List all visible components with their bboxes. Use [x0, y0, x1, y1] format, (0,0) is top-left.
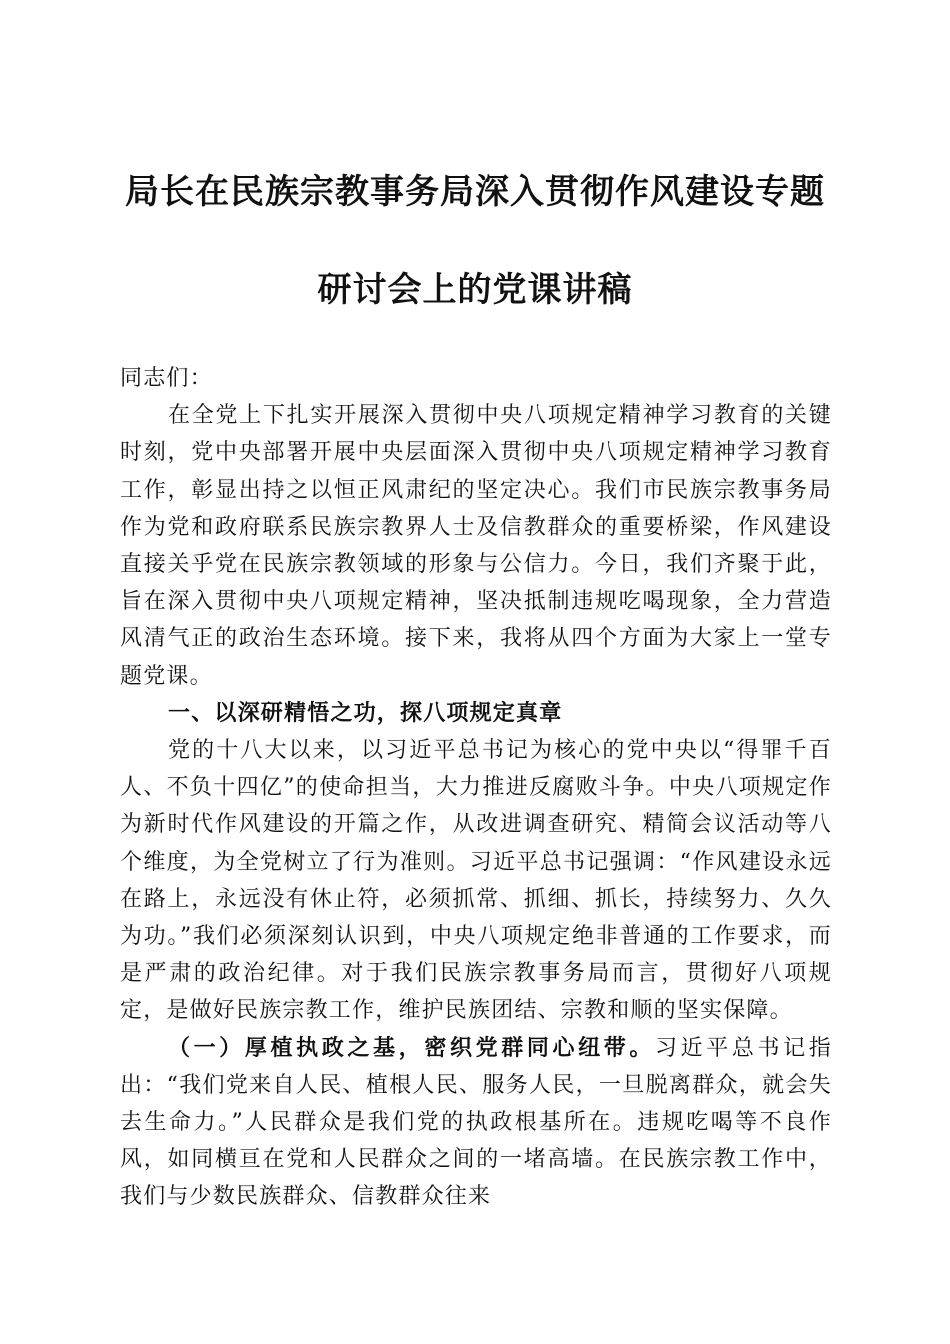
intro-paragraph: 在全党上下扎实开展深入贯彻中央八项规定精神学习教育的关键时刻，党中央部署开展中央层面深入贯彻中央八项规定精神学习教育工作，彰显出持之以恒正风肃纪的坚定决心。我们市民族宗教事务局作为党和政府联系民族宗教界人士及信教群众的重要桥梁，作风建设直接关乎党在民族宗教领域的形象与公信力。今日，我们齐聚于此，旨在深入贯彻中央八项规定精神，坚决抵制违规吃喝现象，全力营造风清气正的政治生态环境。接下来，我将从四个方面为大家上一堂专题党课。 [120, 403, 832, 689]
document-body [120, 360, 832, 1216]
document-title-line-1: 局长在民族宗教事务局深入贯彻作风建设专题 [125, 172, 825, 212]
subsection-1-paragraph [120, 1030, 832, 1216]
subsection-1-text: 习近平总书记指出：“我们党来自人民、植根人民、服务人民，一旦脱离群众，就会失去生命力。”人民群众是我们党的执政根基所在。违规吃喝等不良作风，如同横亘在党和人民群众之间的一堵高墙。在民族宗教工作中，我们与少数民族群众、信教群众往来 [120, 1035, 832, 1210]
salutation: 同志们： [120, 366, 213, 391]
document-title-line-2: 研讨会上的党课讲稿 [317, 270, 633, 310]
section-1-paragraph: 党的十八大以来，以习近平总书记为核心的党中央以“得罪千百人、不负十四亿”的使命担当，大力推进反腐败斗争。中央八项规定作为新时代作风建设的开篇之作，从改进调查研究、精简会议活动等八个维度，为全党树立了行为准则。习近平总书记强调：“作风建设永远在路上，永远没有休止符，必须抓常、抓细、抓长，持续努力、久久为功。”我们必须深刻认识到，中央八项规定绝非普通的工作要求，而是严肃的政治纪律。对于我们民族宗教事务局而言，贯彻好八项规定，是做好民族宗教工作，维护民族团结、宗教和顺的坚实保障。 [120, 738, 832, 1024]
subsection-1-heading: （一）厚植执政之基，密织党群同心纽带。 [168, 1034, 655, 1061]
section-1-heading: 一、以深研精悟之功，探八项规定真章 [168, 700, 563, 726]
